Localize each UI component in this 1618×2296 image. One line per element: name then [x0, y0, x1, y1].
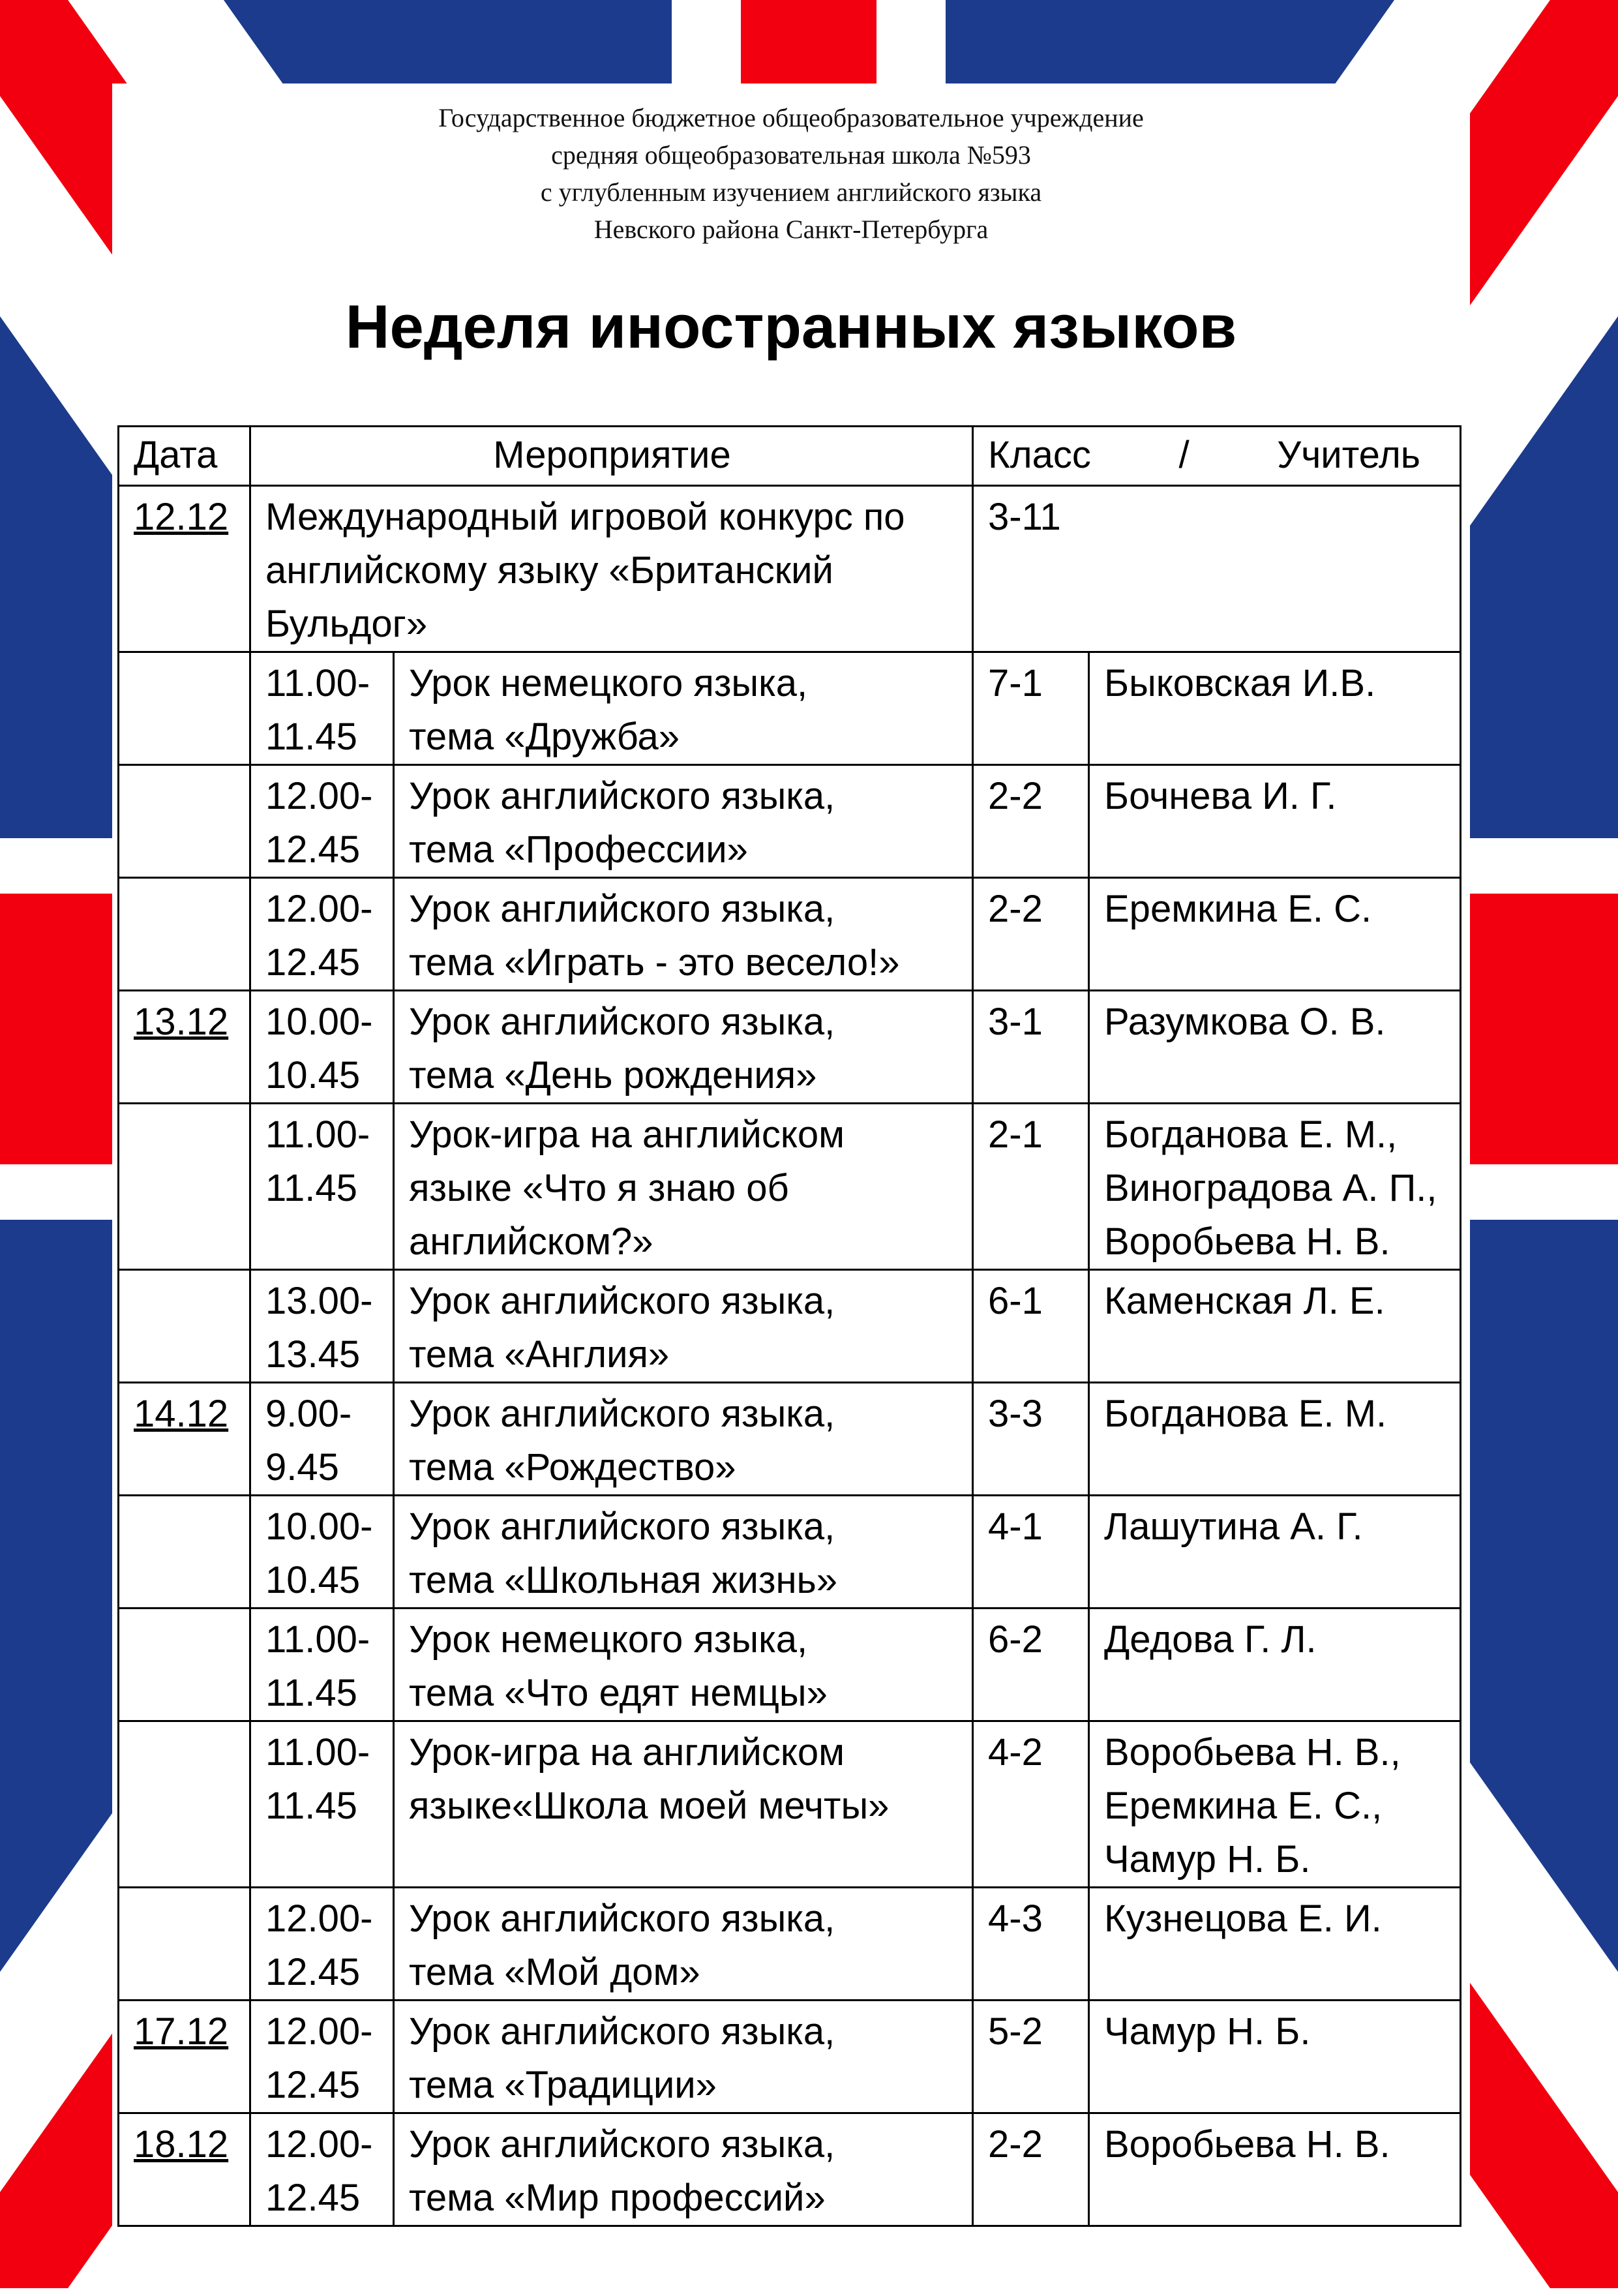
header-teacher: Учитель	[1277, 434, 1420, 476]
table-row	[119, 1383, 1461, 1496]
class-cell: 3-11	[973, 486, 1461, 652]
event-cell: Урок-игра на английском языке «Что я знаю об английском?»	[394, 1104, 973, 1270]
time-cell: 11.00- 11.45	[250, 1721, 394, 1888]
class-cell: 5-2	[973, 2001, 1089, 2113]
teacher-cell: Воробьева Н. В., Еремкина Е. С., Чамур Н. Б.	[1089, 1721, 1461, 1888]
table-row	[119, 1104, 1461, 1270]
time-cell: 11.00- 11.45	[250, 652, 394, 765]
teacher-cell: Быковская И.В.	[1089, 652, 1461, 765]
table-row	[119, 1721, 1461, 1888]
teacher-cell: Кузнецова Е. И.	[1089, 1888, 1461, 2001]
teacher-cell: Лашутина А. Г.	[1089, 1496, 1461, 1609]
header-line: с углубленным изучением английского языка	[540, 177, 1042, 207]
table-row	[119, 486, 1461, 652]
time-cell: 11.00- 11.45	[250, 1104, 394, 1270]
date-cell	[119, 878, 250, 991]
table-row	[119, 765, 1461, 878]
date-cell	[119, 1104, 250, 1270]
date-cell: 14.12	[119, 1383, 250, 1496]
teacher-cell: Бочнева И. Г.	[1089, 765, 1461, 878]
class-cell: 2-2	[973, 765, 1089, 878]
event-cell: Урок английского языка, тема «Англия»	[394, 1270, 973, 1383]
table-header-row	[119, 427, 1461, 486]
date-cell: 17.12	[119, 2001, 250, 2113]
teacher-cell: Воробьева Н. В.	[1089, 2113, 1461, 2226]
header-line: Государственное бюджетное общеобразовательное учреждение	[438, 103, 1144, 132]
date-cell	[119, 1609, 250, 1721]
class-cell: 4-1	[973, 1496, 1089, 1609]
teacher-cell: Богданова Е. М., Виноградова А. П., Воробьева Н. В.	[1089, 1104, 1461, 1270]
event-cell: Урок английского языка, тема «Традиции»	[394, 2001, 973, 2113]
time-cell: 10.00- 10.45	[250, 1496, 394, 1609]
time-cell: 12.00- 12.45	[250, 2001, 394, 2113]
class-cell: 4-3	[973, 1888, 1089, 2001]
event-cell: Урок английского языка, тема «Мой дом»	[394, 1888, 973, 2001]
event-cell: Урок-игра на английском языке«Школа моей мечты»	[394, 1721, 973, 1888]
table-row	[119, 1888, 1461, 2001]
date-cell	[119, 652, 250, 765]
event-cell: Урок немецкого языка, тема «Что едят немцы»	[394, 1609, 973, 1721]
event-cell: Урок английского языка, тема «Мир профессий»	[394, 2113, 973, 2226]
time-cell: 12.00- 12.45	[250, 878, 394, 991]
date-cell: 13.12	[119, 991, 250, 1104]
header-separator: /	[1178, 434, 1190, 476]
class-cell: 2-2	[973, 2113, 1089, 2226]
teacher-cell: Еремкина Е. С.	[1089, 878, 1461, 991]
time-cell: 12.00- 12.45	[250, 2113, 394, 2226]
header-line: Невского района Санкт-Петербурга	[593, 215, 989, 244]
header-class-teacher	[973, 427, 1461, 486]
time-cell: 11.00- 11.45	[250, 1609, 394, 1721]
class-cell: 4-2	[973, 1721, 1089, 1888]
event-cell: Международный игровой конкурс по английскому языку «Британский Бульдог»	[250, 486, 973, 652]
event-cell: Урок английского языка, тема «Профессии»	[394, 765, 973, 878]
event-cell: Урок английского языка, тема «Рождество»	[394, 1383, 973, 1496]
time-cell: 12.00- 12.45	[250, 765, 394, 878]
event-cell: Урок английского языка, тема «День рождения»	[394, 991, 973, 1104]
teacher-cell: Каменская Л. Е.	[1089, 1270, 1461, 1383]
class-cell: 7-1	[973, 652, 1089, 765]
content-panel	[112, 83, 1470, 2296]
header-date: Дата	[119, 427, 250, 486]
teacher-cell: Чамур Н. Б.	[1089, 2001, 1461, 2113]
date-cell	[119, 1496, 250, 1609]
teacher-cell: Дедова Г. Л.	[1089, 1609, 1461, 1721]
time-cell: 9.00- 9.45	[250, 1383, 394, 1496]
table-row	[119, 1496, 1461, 1609]
page-title: Неделя иностранных языков	[345, 292, 1237, 361]
date-cell	[119, 1721, 250, 1888]
date-cell	[119, 1270, 250, 1383]
time-cell: 10.00- 10.45	[250, 991, 394, 1104]
teacher-cell: Богданова Е. М.	[1089, 1383, 1461, 1496]
header-line: средняя общеобразовательная школа №593	[551, 140, 1031, 170]
table-row	[119, 652, 1461, 765]
class-cell: 3-1	[973, 991, 1089, 1104]
school-header	[112, 99, 1470, 248]
table-row	[119, 991, 1461, 1104]
teacher-cell: Разумкова О. В.	[1089, 991, 1461, 1104]
event-cell: Урок английского языка, тема «Школьная жизнь»	[394, 1496, 973, 1609]
time-cell: 13.00- 13.45	[250, 1270, 394, 1383]
class-cell: 6-1	[973, 1270, 1089, 1383]
table-row	[119, 1609, 1461, 1721]
table-row	[119, 878, 1461, 991]
header-class: Класс	[988, 434, 1091, 476]
date-cell: 18.12	[119, 2113, 250, 2226]
event-cell: Урок английского языка, тема «Играть - это весело!»	[394, 878, 973, 991]
date-cell	[119, 1888, 250, 2001]
table-row	[119, 2001, 1461, 2113]
header-event: Мероприятие	[250, 427, 973, 486]
class-cell: 6-2	[973, 1609, 1089, 1721]
class-cell: 2-1	[973, 1104, 1089, 1270]
table-row	[119, 1270, 1461, 1383]
date-cell	[119, 765, 250, 878]
event-cell: Урок немецкого языка, тема «Дружба»	[394, 652, 973, 765]
schedule-table	[117, 425, 1461, 2227]
schedule-body	[119, 486, 1461, 2226]
class-cell: 2-2	[973, 878, 1089, 991]
table-row	[119, 2113, 1461, 2226]
time-cell: 12.00- 12.45	[250, 1888, 394, 2001]
date-cell: 12.12	[119, 486, 250, 652]
class-cell: 3-3	[973, 1383, 1089, 1496]
